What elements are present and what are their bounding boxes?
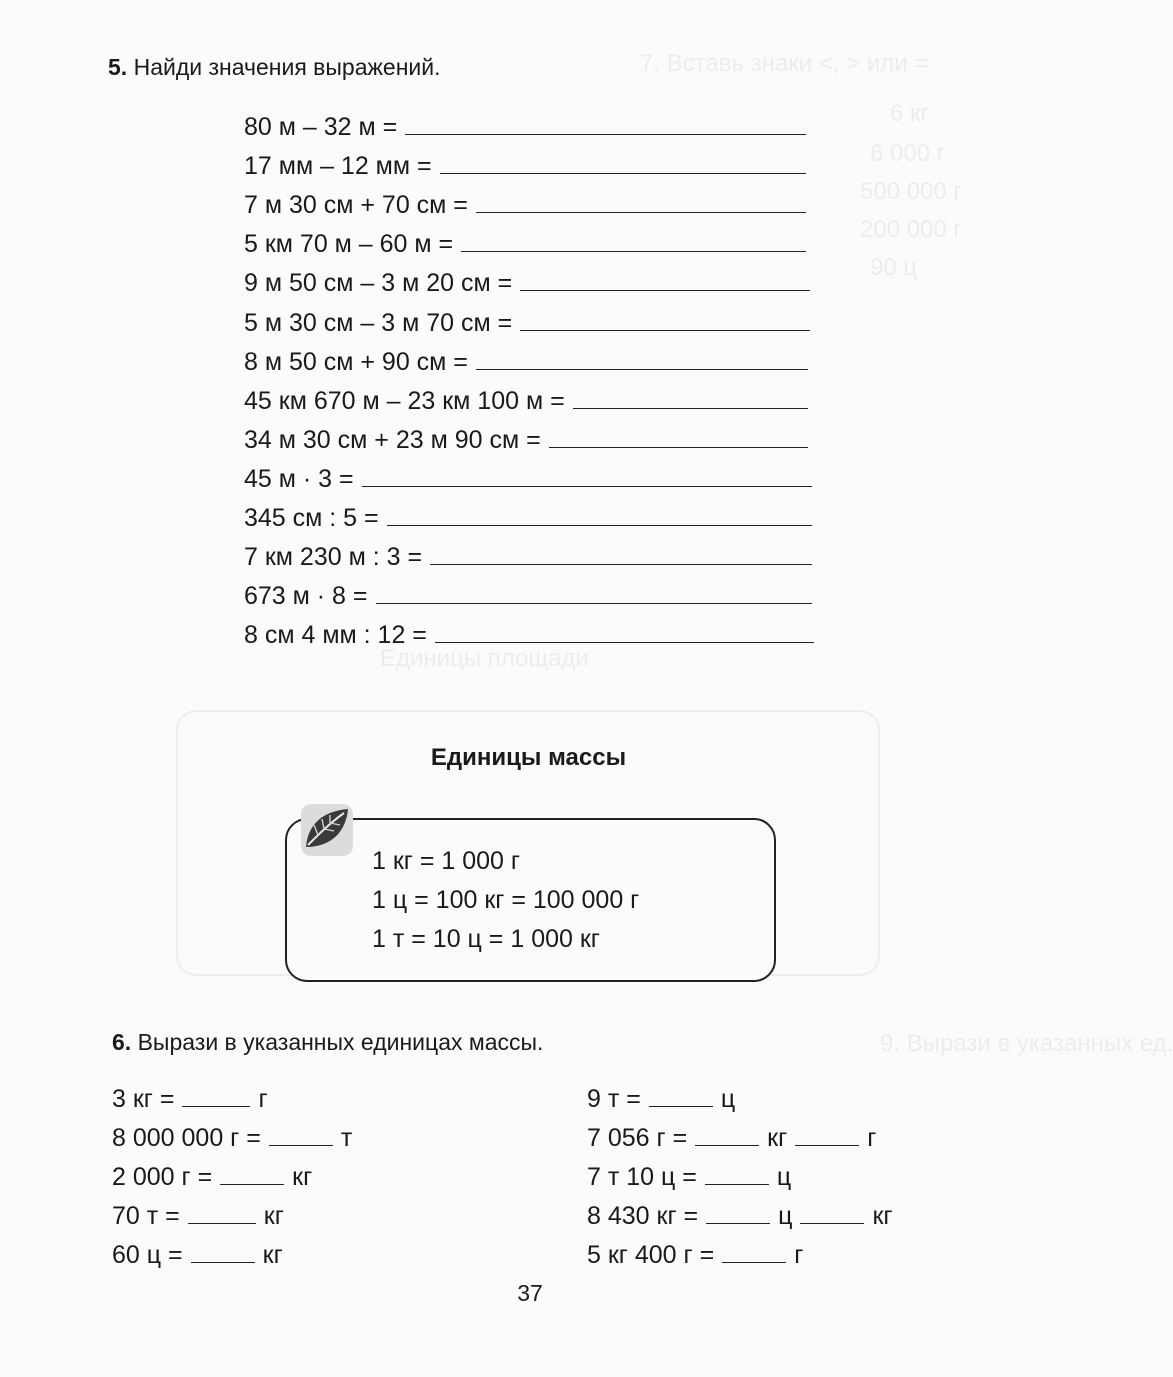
answer-blank[interactable] <box>706 1222 770 1224</box>
reference-line: 1 т = 10 ц = 1 000 кг <box>372 925 600 953</box>
conversion-row <box>587 1114 893 1153</box>
answer-blank[interactable] <box>722 1261 786 1263</box>
unit-label: ц <box>776 1163 792 1191</box>
expression-row <box>244 298 814 337</box>
reference-line: 1 ц = 100 кг = 100 000 г <box>372 886 640 914</box>
expression-row <box>244 494 814 533</box>
bleed-through-text: 6 000 г <box>870 140 946 167</box>
answer-blank[interactable] <box>649 1105 713 1107</box>
unit-label: г <box>867 1124 877 1152</box>
unit-label: г <box>258 1085 268 1113</box>
answer-blank[interactable] <box>795 1144 859 1146</box>
expression-row <box>244 533 814 572</box>
answer-line[interactable] <box>376 603 812 604</box>
expression-row <box>244 377 814 416</box>
answer-blank[interactable] <box>695 1144 759 1146</box>
bleed-through-text: 90 ц <box>870 254 918 281</box>
task-6-left-column <box>112 1075 352 1270</box>
conversion-expression: 8 000 000 г = <box>112 1124 261 1152</box>
unit-label: кг <box>262 1241 283 1269</box>
expression-text: 17 мм – 12 мм = <box>244 152 432 181</box>
expression-row <box>244 611 814 650</box>
answer-blank[interactable] <box>182 1105 250 1107</box>
expression-text: 673 м · 8 = <box>244 582 368 611</box>
bleed-through-text: 6 кг <box>890 100 930 127</box>
answer-line[interactable] <box>405 134 806 135</box>
bleed-through-text: 9. Вырази в указанных ед. <box>880 1030 1173 1057</box>
answer-blank[interactable] <box>269 1144 333 1146</box>
conversion-expression: 70 т = <box>112 1202 180 1230</box>
conversion-expression: 3 кг = <box>112 1085 175 1113</box>
unit-label: кг <box>263 1202 284 1230</box>
answer-blank[interactable] <box>800 1222 864 1224</box>
task-5-number: 5. <box>108 54 128 80</box>
bleed-through-text: 200 000 г <box>860 216 963 243</box>
expression-row <box>244 142 814 181</box>
answer-blank[interactable] <box>191 1261 255 1263</box>
bleed-through-text: Единицы площади <box>380 645 589 672</box>
expression-text: 5 м 30 см – 3 м 70 см = <box>244 308 513 337</box>
answer-blank[interactable] <box>705 1183 769 1185</box>
reference-box <box>285 818 776 982</box>
answer-blank[interactable] <box>220 1183 284 1185</box>
bleed-through-text: 500 000 г <box>860 178 963 205</box>
expression-row <box>244 259 814 298</box>
expression-text: 7 км 230 м : 3 = <box>244 543 423 572</box>
conversion-row <box>587 1075 893 1114</box>
answer-line[interactable] <box>435 642 814 643</box>
answer-line[interactable] <box>461 251 806 252</box>
conversion-row <box>587 1231 893 1270</box>
unit-label: т <box>340 1124 353 1152</box>
bleed-through-text: 7. Вставь знаки <, > или = <box>640 50 929 77</box>
leaf-icon <box>300 803 354 857</box>
unit-label: ц <box>720 1085 736 1113</box>
conversion-expression: 7 т 10 ц = <box>587 1163 697 1191</box>
answer-line[interactable] <box>476 369 808 370</box>
conversion-row <box>587 1192 893 1231</box>
conversion-expression: 7 056 г = <box>587 1124 688 1152</box>
task-6-text: Вырази в указанных единицах массы. <box>137 1029 544 1055</box>
expression-text: 7 м 30 см + 70 см = <box>244 191 468 220</box>
unit-label: кг <box>292 1163 313 1191</box>
expression-row <box>244 416 814 455</box>
task-5-expression-list <box>244 103 814 650</box>
expression-text: 34 м 30 см + 23 м 90 см = <box>244 425 541 454</box>
answer-blank[interactable] <box>188 1222 256 1224</box>
answer-line[interactable] <box>440 173 806 174</box>
unit-label: кг <box>872 1202 893 1230</box>
conversion-row <box>587 1153 893 1192</box>
task-6-number: 6. <box>112 1029 132 1055</box>
unit-label: ц <box>778 1202 793 1230</box>
answer-line[interactable] <box>520 330 810 331</box>
answer-line[interactable] <box>476 212 806 213</box>
task-5-heading <box>108 54 440 81</box>
expression-text: 5 км 70 м – 60 м = <box>244 230 454 259</box>
expression-row <box>244 181 814 220</box>
expression-text: 80 м – 32 м = <box>244 113 398 142</box>
conversion-expression: 5 кг 400 г = <box>587 1241 715 1269</box>
expression-text: 9 м 50 см – 3 м 20 см = <box>244 269 513 298</box>
answer-line[interactable] <box>573 408 808 409</box>
expression-text: 345 см : 5 = <box>244 504 379 533</box>
conversion-expression: 60 ц = <box>112 1241 183 1269</box>
expression-row <box>244 455 814 494</box>
answer-line[interactable] <box>520 290 810 291</box>
expression-row <box>244 338 814 377</box>
reference-line: 1 кг = 1 000 г <box>372 847 521 875</box>
expression-text: 45 м · 3 = <box>244 464 354 493</box>
expression-row <box>244 220 814 259</box>
expression-text: 8 м 50 см + 90 см = <box>244 347 468 376</box>
answer-line[interactable] <box>387 525 812 526</box>
unit-label: кг <box>767 1124 788 1152</box>
task-6-right-column <box>587 1075 893 1270</box>
unit-label: г <box>794 1241 804 1269</box>
conversion-row <box>112 1153 352 1192</box>
conversion-expression: 2 000 г = <box>112 1163 213 1191</box>
answer-line[interactable] <box>362 486 812 487</box>
task-6-heading <box>112 1029 543 1056</box>
conversion-row <box>112 1192 352 1231</box>
section-title: Единицы массы <box>430 744 627 771</box>
expression-text: 45 км 670 м – 23 км 100 м = <box>244 386 565 415</box>
conversion-row <box>112 1114 352 1153</box>
conversion-row <box>112 1231 352 1270</box>
task-5-text: Найди значения выражений. <box>133 54 441 80</box>
conversion-expression: 8 430 кг = <box>587 1202 699 1230</box>
expression-row <box>244 103 814 142</box>
answer-line[interactable] <box>549 447 808 448</box>
conversion-expression: 9 т = <box>587 1085 641 1113</box>
expression-text: 8 см 4 мм : 12 = <box>244 621 427 650</box>
answer-line[interactable] <box>430 564 812 565</box>
conversion-row <box>112 1075 352 1114</box>
page-number: 37 <box>517 1280 543 1306</box>
expression-row <box>244 572 814 611</box>
